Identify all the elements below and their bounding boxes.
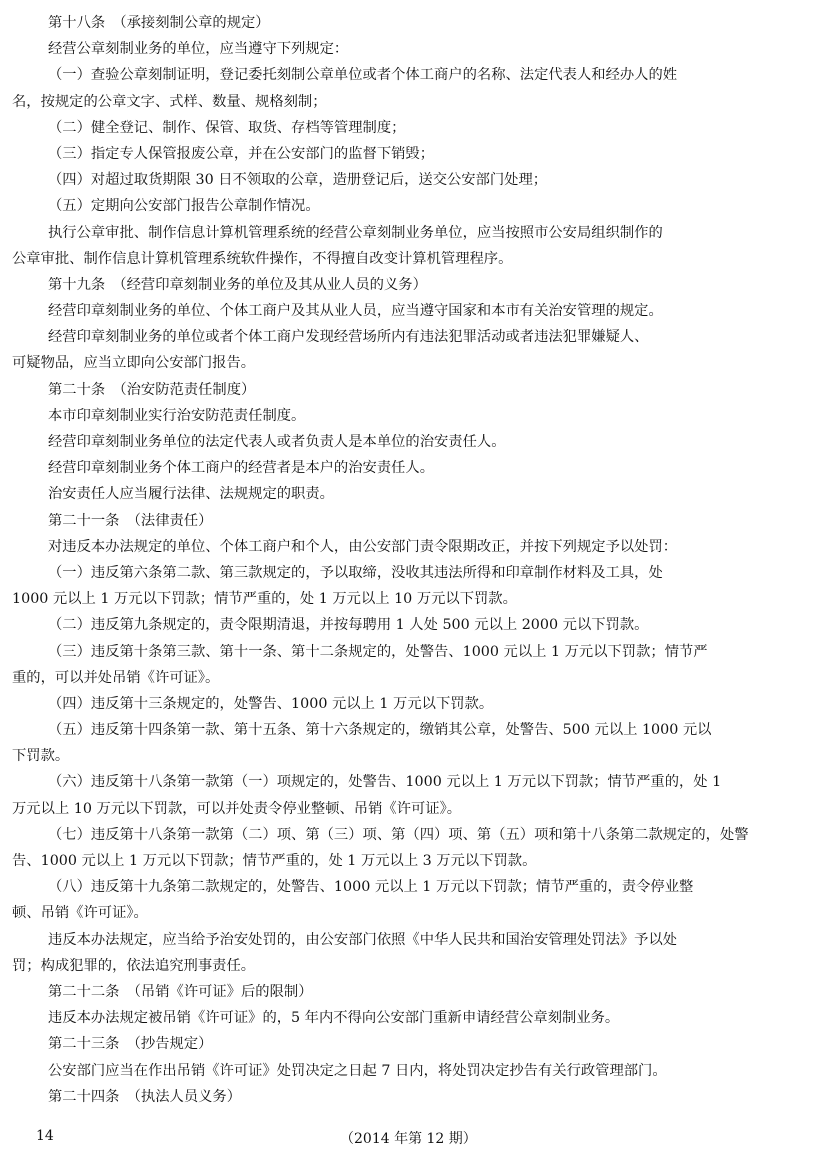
text-line: 可疑物品，应当立即向公安部门报告。 xyxy=(12,355,256,372)
text-line: 治安责任人应当履行法律、法规规定的职责。 xyxy=(48,486,334,503)
text-line: （四）违反第十三条规定的，处警告、1000 元以上 1 万元以下罚款。 xyxy=(48,695,494,712)
text-line: 1000 元以上 1 万元以下罚款；情节严重的，处 1 万元以上 10 万元以下罚款。 xyxy=(12,591,517,608)
text-line: 经营印章刻制业务个体工商户的经营者是本户的治安责任人。 xyxy=(48,460,435,477)
text-line: 万元以上 10 万元以下罚款，可以并处责令停业整顿、吊销《许可证》。 xyxy=(12,800,462,817)
text-line: （四）对超过取货期限 30 日不领取的公章，造册登记后，送交公安部门处理； xyxy=(48,172,548,189)
text-line: 第二十条 （治安防范责任制度） xyxy=(48,381,256,398)
text-line: 经营印章刻制业务单位的法定代表人或者负责人是本单位的治安责任人。 xyxy=(48,434,506,450)
text-line: 违反本办法规定，应当给予治安处罚的，由公安部门依照《中华人民共和国治安管理处罚法》予以处 xyxy=(48,931,678,948)
page-number: 14 xyxy=(36,1128,54,1144)
text-line: 重的，可以并处吊销《许可证》。 xyxy=(12,669,220,686)
text-line: 违反本办法规定被吊销《许可证》的，5 年内不得向公安部门重新申请经营公章刻制业务。 xyxy=(48,1010,620,1027)
text-line: 对违反本办法规定的单位、个体工商户和个人，由公安部门责令限期改正，并按下列规定予以处罚： xyxy=(48,538,678,555)
text-line: 第二十一条 （法律责任） xyxy=(48,512,213,529)
text-line: 经营印章刻制业务的单位或者个体工商户发现经营场所内有违法犯罪活动或者违法犯罪嫌疑人、 xyxy=(48,329,649,346)
text-line: （二）健全登记、制作、保管、取货、存档等管理制度； xyxy=(48,119,406,136)
text-line: 告、1000 元以上 1 万元以下罚款；情节严重的，处 1 万元以上 3 万元以下罚款。 xyxy=(12,853,537,869)
text-line: 名，按规定的公章文字、式样、数量、规格刻制； xyxy=(12,93,327,110)
text-line: 第二十三条 （抄告规定） xyxy=(48,1036,213,1053)
page-footer xyxy=(0,1128,827,1152)
text-line: 本市印章刻制业实行治安防范责任制度。 xyxy=(48,407,306,424)
text-line: 罚；构成犯罪的，依法追究刑事责任。 xyxy=(12,957,256,974)
text-line: （六）违反第十八条第一款第（一）项规定的，处警告、1000 元以上 1 万元以下罚款；情节严重的，处 1 xyxy=(48,774,722,791)
text-line: （五）违反第十四条第一款、第十五条、第十六条规定的，缴销其公章，处警告、500 元以上 1000 元以 xyxy=(48,722,712,739)
text-line: （一）违反第六条第二款、第三款规定的，予以取缔，没收其违法所得和印章制作材料及工具，处 xyxy=(48,564,663,581)
text-line: 执行公章审批、制作信息计算机管理系统的经营公章刻制业务单位，应当按照市公安局组织制作的 xyxy=(48,224,663,241)
text-line: 第二十四条 （执法人员义务） xyxy=(48,1088,242,1105)
text-line: 顿、吊销《许可证》。 xyxy=(12,905,148,922)
text-line: （八）违反第十九条第二款规定的，处警告、1000 元以上 1 万元以下罚款；情节严重的，责令停业整 xyxy=(48,879,694,896)
text-line: （二）违反第九条规定的，责令限期清退，并按每聘用 1 人处 500 元以上 2000 元以下罚款。 xyxy=(48,617,649,634)
text-line: （五）定期向公安部门报告公章制作情况。 xyxy=(48,198,320,215)
issue-label: （2014 年第 12 期） xyxy=(340,1131,477,1147)
text-line: 第二十二条 （吊销《许可证》后的限制） xyxy=(48,983,313,1000)
text-line: 第十八条 （承接刻制公章的规定） xyxy=(48,15,270,31)
text-line: （七）违反第十八条第一款第（二）项、第（三）项、第（四）项、第（五）项和第十八条第二款规定的，处警 xyxy=(48,826,749,843)
text-line: 经营公章刻制业务的单位，应当遵守下列规定： xyxy=(48,41,349,58)
text-line: （三）违反第十条第三款、第十一条、第十二条规定的，处警告、1000 元以上 1 万元以下罚款；情节严 xyxy=(48,643,708,660)
text-line: 经营印章刻制业务的单位、个体工商户及其从业人员，应当遵守国家和本市有关治安管理的规定。 xyxy=(48,303,663,320)
document-body xyxy=(12,10,817,1110)
text-line: 公安部门应当在作出吊销《许可证》处罚决定之日起 7 日内，将处罚决定抄告有关行政管理部门。 xyxy=(48,1062,667,1079)
text-line: 第十九条 （经营印章刻制业务的单位及其从业人员的义务） xyxy=(48,276,427,293)
text-line: 公章审批、制作信息计算机管理系统软件操作，不得擅自改变计算机管理程序。 xyxy=(12,250,513,267)
text-line: （一）查验公章刻制证明，登记委托刻制公章单位或者个体工商户的名称、法定代表人和经办人的姓 xyxy=(48,67,678,84)
text-line: （三）指定专人保管报废公章，并在公安部门的监督下销毁； xyxy=(48,145,435,162)
text-line: 下罚款。 xyxy=(12,748,70,765)
